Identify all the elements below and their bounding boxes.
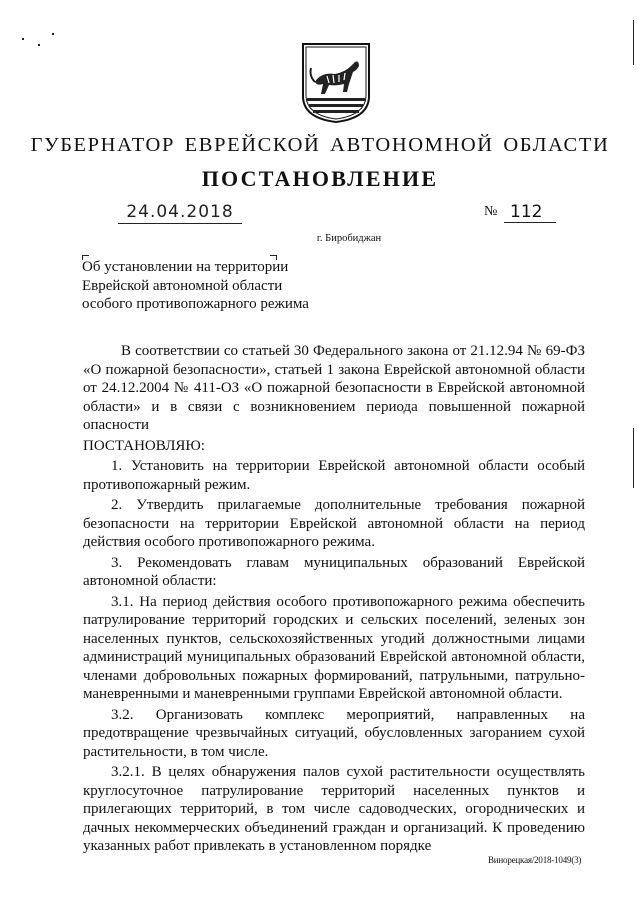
scan-artifact bbox=[633, 428, 634, 488]
decree-word: ПОСТАНОВЛЯЮ: bbox=[83, 437, 205, 454]
issuer-title: ГУБЕРНАТОР ЕВРЕЙСКОЙ АВТОНОМНОЙ ОБЛАСТИ bbox=[30, 134, 610, 156]
list-item: 2. Утвердить прилагаемые дополнительные требования пожарной безопасности на территории Еврейской автономной области на период действия особого противопожарного режима. bbox=[83, 497, 585, 550]
scan-artifact bbox=[52, 33, 54, 35]
list-item: 3.2. Организовать комплекс мероприятий, направленных на предотвращение чрезвычайных ситуаций, обусловленных загоранием сухой растительности, в том числе. bbox=[83, 706, 585, 760]
preamble-paragraph: В соответствии со статьей 30 Федерального закона от 21.12.94 № 69-ФЗ «О пожарной безопасности», статьей 1 закона Еврейской автономной области от 24.12.2004 № 411-ОЗ «О пожарной безопасности в Еврейской автономной области» и в связи с возникновением периода повышенной пожарной опасности bbox=[83, 343, 585, 433]
document-number: 112 bbox=[504, 201, 556, 223]
list-item: 3.2.1. В целях обнаружения палов сухой растительности осуществлять круглосуточное патрулирование территорий населенных пунктов и прилегающих территорий, в том числе садоводческих, огороднических и дачных некоммерческих объединений граждан и организаций. К проведению указанных работ привлекать в установленном порядке bbox=[83, 764, 585, 854]
document-subject bbox=[82, 258, 342, 314]
document-city: г. Биробиджан bbox=[316, 233, 382, 244]
coat-of-arms-emblem bbox=[301, 42, 371, 124]
footer-document-code: Винорецкая/2018-1049(3) bbox=[488, 855, 582, 865]
document-body bbox=[83, 342, 585, 858]
list-item: 1. Установить на территории Еврейской автономной области особый противопожарный режим. bbox=[83, 458, 585, 493]
subject-line: Еврейской автономной области bbox=[82, 277, 283, 294]
subject-line: Об установлении на территории bbox=[82, 259, 289, 275]
document-type: ПОСТАНОВЛЕНИЕ bbox=[201, 166, 439, 191]
document-date: 24.04.2018 bbox=[118, 201, 242, 224]
subject-line: особого противопожарного режима bbox=[82, 296, 309, 312]
list-item: 3.1. На период действия особого противопожарного режима обеспечить патрулирование территорий городских и сельских поселений, зеленых зон населенных пунктов, сельскохозяйственных угодий должностными лицами администраций муниципальных образований Еврейской автономной области, членами добровольных пожарных формирований, патрульными, патрульно-маневренными и маневренными группами Еврейской автономной области. bbox=[83, 593, 585, 702]
scan-artifact bbox=[38, 44, 40, 46]
scan-artifact bbox=[22, 38, 24, 40]
scan-artifact bbox=[633, 20, 634, 65]
document-number-label: № bbox=[484, 204, 498, 219]
list-item: 3. Рекомендовать главам муниципальных образований Еврейской автономной области: bbox=[83, 554, 585, 589]
